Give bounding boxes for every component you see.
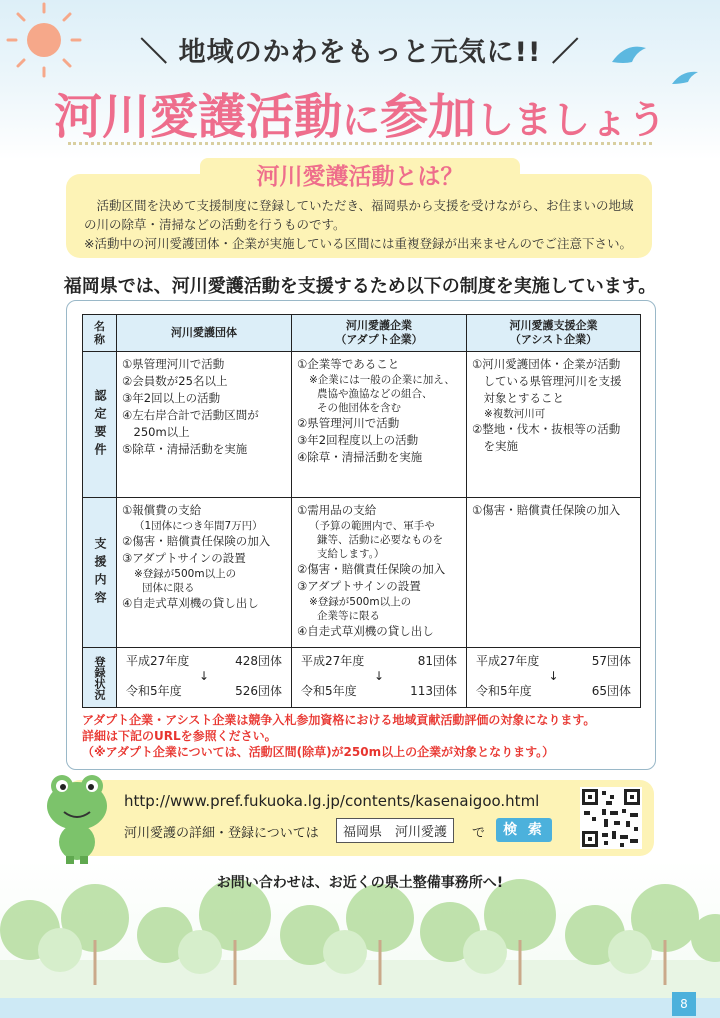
list-item: ④自走式草刈機の貸し出し xyxy=(297,624,434,638)
about-note: ※活動中の河川愛護団体・企業が実施している区間には重複登録が出来ませんのでご注意下さい。 xyxy=(84,236,632,251)
col-header-assist-line1: 河川愛護支援企業 xyxy=(509,319,598,332)
list-item: 対象とすること xyxy=(472,391,564,405)
col-header-adopt-line1: 河川愛護企業 xyxy=(346,319,412,332)
list-item: ①報償費の支給 xyxy=(122,503,202,517)
sup-assist-cell xyxy=(467,498,641,648)
note-line: アダプト企業・アシスト企業は競争入札参加資格における地域貢献活動評価の対象になります。 xyxy=(82,713,596,727)
col-header-assist xyxy=(467,315,641,352)
note-line: 詳細は下記のURLを参照ください。 xyxy=(82,729,277,743)
list-item: ②県管理河川で活動 xyxy=(297,416,400,430)
search-button[interactable]: 検 索 xyxy=(496,818,552,842)
corner-cell xyxy=(83,315,117,352)
list-item-note: ※企業には一般の企業に加え、 xyxy=(309,374,455,386)
reg-year: 令和5年度 xyxy=(476,684,532,698)
list-item-note: その他団体を含む xyxy=(317,402,401,414)
corner-label: 名称 xyxy=(94,320,105,346)
col-header-adopt-line2: （アダプト企業） xyxy=(335,333,423,346)
about-title: 河川愛護活動とは？ xyxy=(200,158,520,191)
reg-year: 平成27年度 xyxy=(476,654,540,668)
list-item-note: 鎌等、活動に必要なものを xyxy=(317,534,443,546)
about-paragraph: 活動区間を決めて支援制度に登録していただき、福岡県から支援を受けながら、お住まいの地域の川の除草・清掃などの活動を行うものです。 xyxy=(84,198,634,232)
reg-year: 平成27年度 xyxy=(301,654,365,668)
title-part-1: 河川愛護活動 xyxy=(53,89,342,145)
row-label: 認定要件 xyxy=(93,388,107,461)
row-header-requirements xyxy=(83,352,117,498)
list-item: ①河川愛護団体・企業が活動 xyxy=(472,357,621,371)
contact-text: お問い合わせは、お近くの県土整備事務所へ! xyxy=(216,875,504,891)
reg-year: 令和5年度 xyxy=(126,684,182,698)
reg-count: 57団体 xyxy=(591,654,631,668)
page-title xyxy=(0,78,720,147)
table-row-requirements xyxy=(83,352,641,498)
qr-code-icon[interactable] xyxy=(580,787,642,849)
list-item-note: 農協や漁協などの組合、 xyxy=(317,388,433,400)
title-part-2: に xyxy=(341,98,380,142)
list-item: ②傷害・賠償責任保険の加入 xyxy=(122,534,271,548)
down-arrow-icon: ↓ xyxy=(548,669,559,683)
list-item: ③アダプトサインの設置 xyxy=(297,579,421,593)
list-item-note: （1団体につき年間7万円） xyxy=(134,520,263,532)
search-term-2: 河川愛護 xyxy=(395,825,448,840)
reg-count: 526団体 xyxy=(235,684,282,698)
req-assist-cell xyxy=(467,352,641,498)
list-item: ②整地・伐木・抜根等の活動 xyxy=(472,422,621,436)
reg-count: 113団体 xyxy=(410,684,457,698)
sup-adopt-cell xyxy=(292,498,467,648)
list-item-note: （予算の範囲内で、軍手や xyxy=(309,520,435,532)
page-number: 8 xyxy=(672,992,696,1016)
reg-count: 81団体 xyxy=(417,654,457,668)
table-row-registration xyxy=(83,648,641,708)
list-item: ④除草・清掃活動を実施 xyxy=(297,450,423,464)
list-item: ②傷害・賠償責任保険の加入 xyxy=(297,562,446,576)
list-item-note: ※登録が500m以上の xyxy=(309,596,412,608)
search-term-chip xyxy=(336,818,454,843)
list-item: ①需用品の支給 xyxy=(297,503,377,517)
note-line: （※アダプト企業については、活動区間(除草)が250m以上の企業が対象となります。） xyxy=(82,745,555,759)
list-item: ⑤除草・清掃活動を実施 xyxy=(122,442,248,456)
reg-count: 428団体 xyxy=(235,654,282,668)
down-arrow-icon: ↓ xyxy=(373,669,385,683)
trees-decoration xyxy=(0,879,720,1018)
down-arrow-icon: ↓ xyxy=(198,669,210,683)
list-item: ①傷害・賠償責任保険の加入 xyxy=(472,503,621,517)
reg-year: 平成27年度 xyxy=(126,654,190,668)
row-header-registration xyxy=(83,648,117,708)
reg-assist-cell xyxy=(467,648,641,708)
support-system-table xyxy=(82,314,641,708)
col-header-group: 河川愛護団体 xyxy=(117,315,292,352)
dotted-divider xyxy=(68,142,652,145)
notes xyxy=(82,712,642,760)
frog-mascot-icon xyxy=(40,772,114,864)
list-item-note: 企業等に限る xyxy=(317,610,380,622)
reg-year: 令和5年度 xyxy=(301,684,357,698)
list-item-note: ※複数河川可 xyxy=(484,408,546,420)
row-label: 支援内容 xyxy=(93,536,107,609)
list-item: 250m以上 xyxy=(122,425,190,439)
reg-count: 65団体 xyxy=(591,684,631,698)
list-item: ③年2回程度以上の活動 xyxy=(297,433,419,447)
list-item: している県管理河川を支援 xyxy=(472,374,622,388)
req-group-cell xyxy=(117,352,292,498)
list-item-note: ※登録が500m以上の xyxy=(134,568,237,580)
list-item: ③アダプトサインの設置 xyxy=(122,551,246,565)
row-label: 登録状況 xyxy=(93,655,106,700)
url-link[interactable]: http://www.pref.fukuoka.lg.jp/contents/kasenaigoo.html xyxy=(124,792,540,810)
about-text xyxy=(84,196,640,253)
list-item: ①県管理河川で活動 xyxy=(122,357,225,371)
table-row-support xyxy=(83,498,641,648)
list-item: ④左右岸合計で活動区間が xyxy=(122,408,259,422)
list-item: ④自走式草刈機の貸し出し xyxy=(122,596,259,610)
row-header-support xyxy=(83,498,117,648)
list-item-note: 団体に限る xyxy=(142,582,195,594)
list-item: を実施 xyxy=(472,439,518,453)
reg-adopt-cell xyxy=(292,648,467,708)
list-item: ③年2回以上の活動 xyxy=(122,391,221,405)
list-item-note: 支給します。） xyxy=(317,548,385,560)
req-adopt-cell xyxy=(292,352,467,498)
col-header-adopt xyxy=(292,315,467,352)
tagline: ＼ 地域のかわをもっと元気に!! ／ xyxy=(140,37,580,68)
search-term-1: 福岡県 xyxy=(343,825,383,840)
detail-text: 河川愛護の詳細・登録については xyxy=(124,826,319,841)
title-part-3: 参加 xyxy=(380,89,477,145)
sup-group-cell xyxy=(117,498,292,648)
list-item: ①企業等であること xyxy=(297,357,400,371)
title-part-4: しましょう xyxy=(476,98,667,142)
particle-text: で xyxy=(472,826,486,841)
list-item: ②会員数が25名以上 xyxy=(122,374,228,388)
reg-group-cell xyxy=(117,648,292,708)
section-heading: 福岡県では、河川愛護活動を支援するため以下の制度を実施しています。 xyxy=(63,276,657,297)
table-header-row xyxy=(83,315,641,352)
col-header-assist-line2: （アシスト企業） xyxy=(509,333,598,346)
